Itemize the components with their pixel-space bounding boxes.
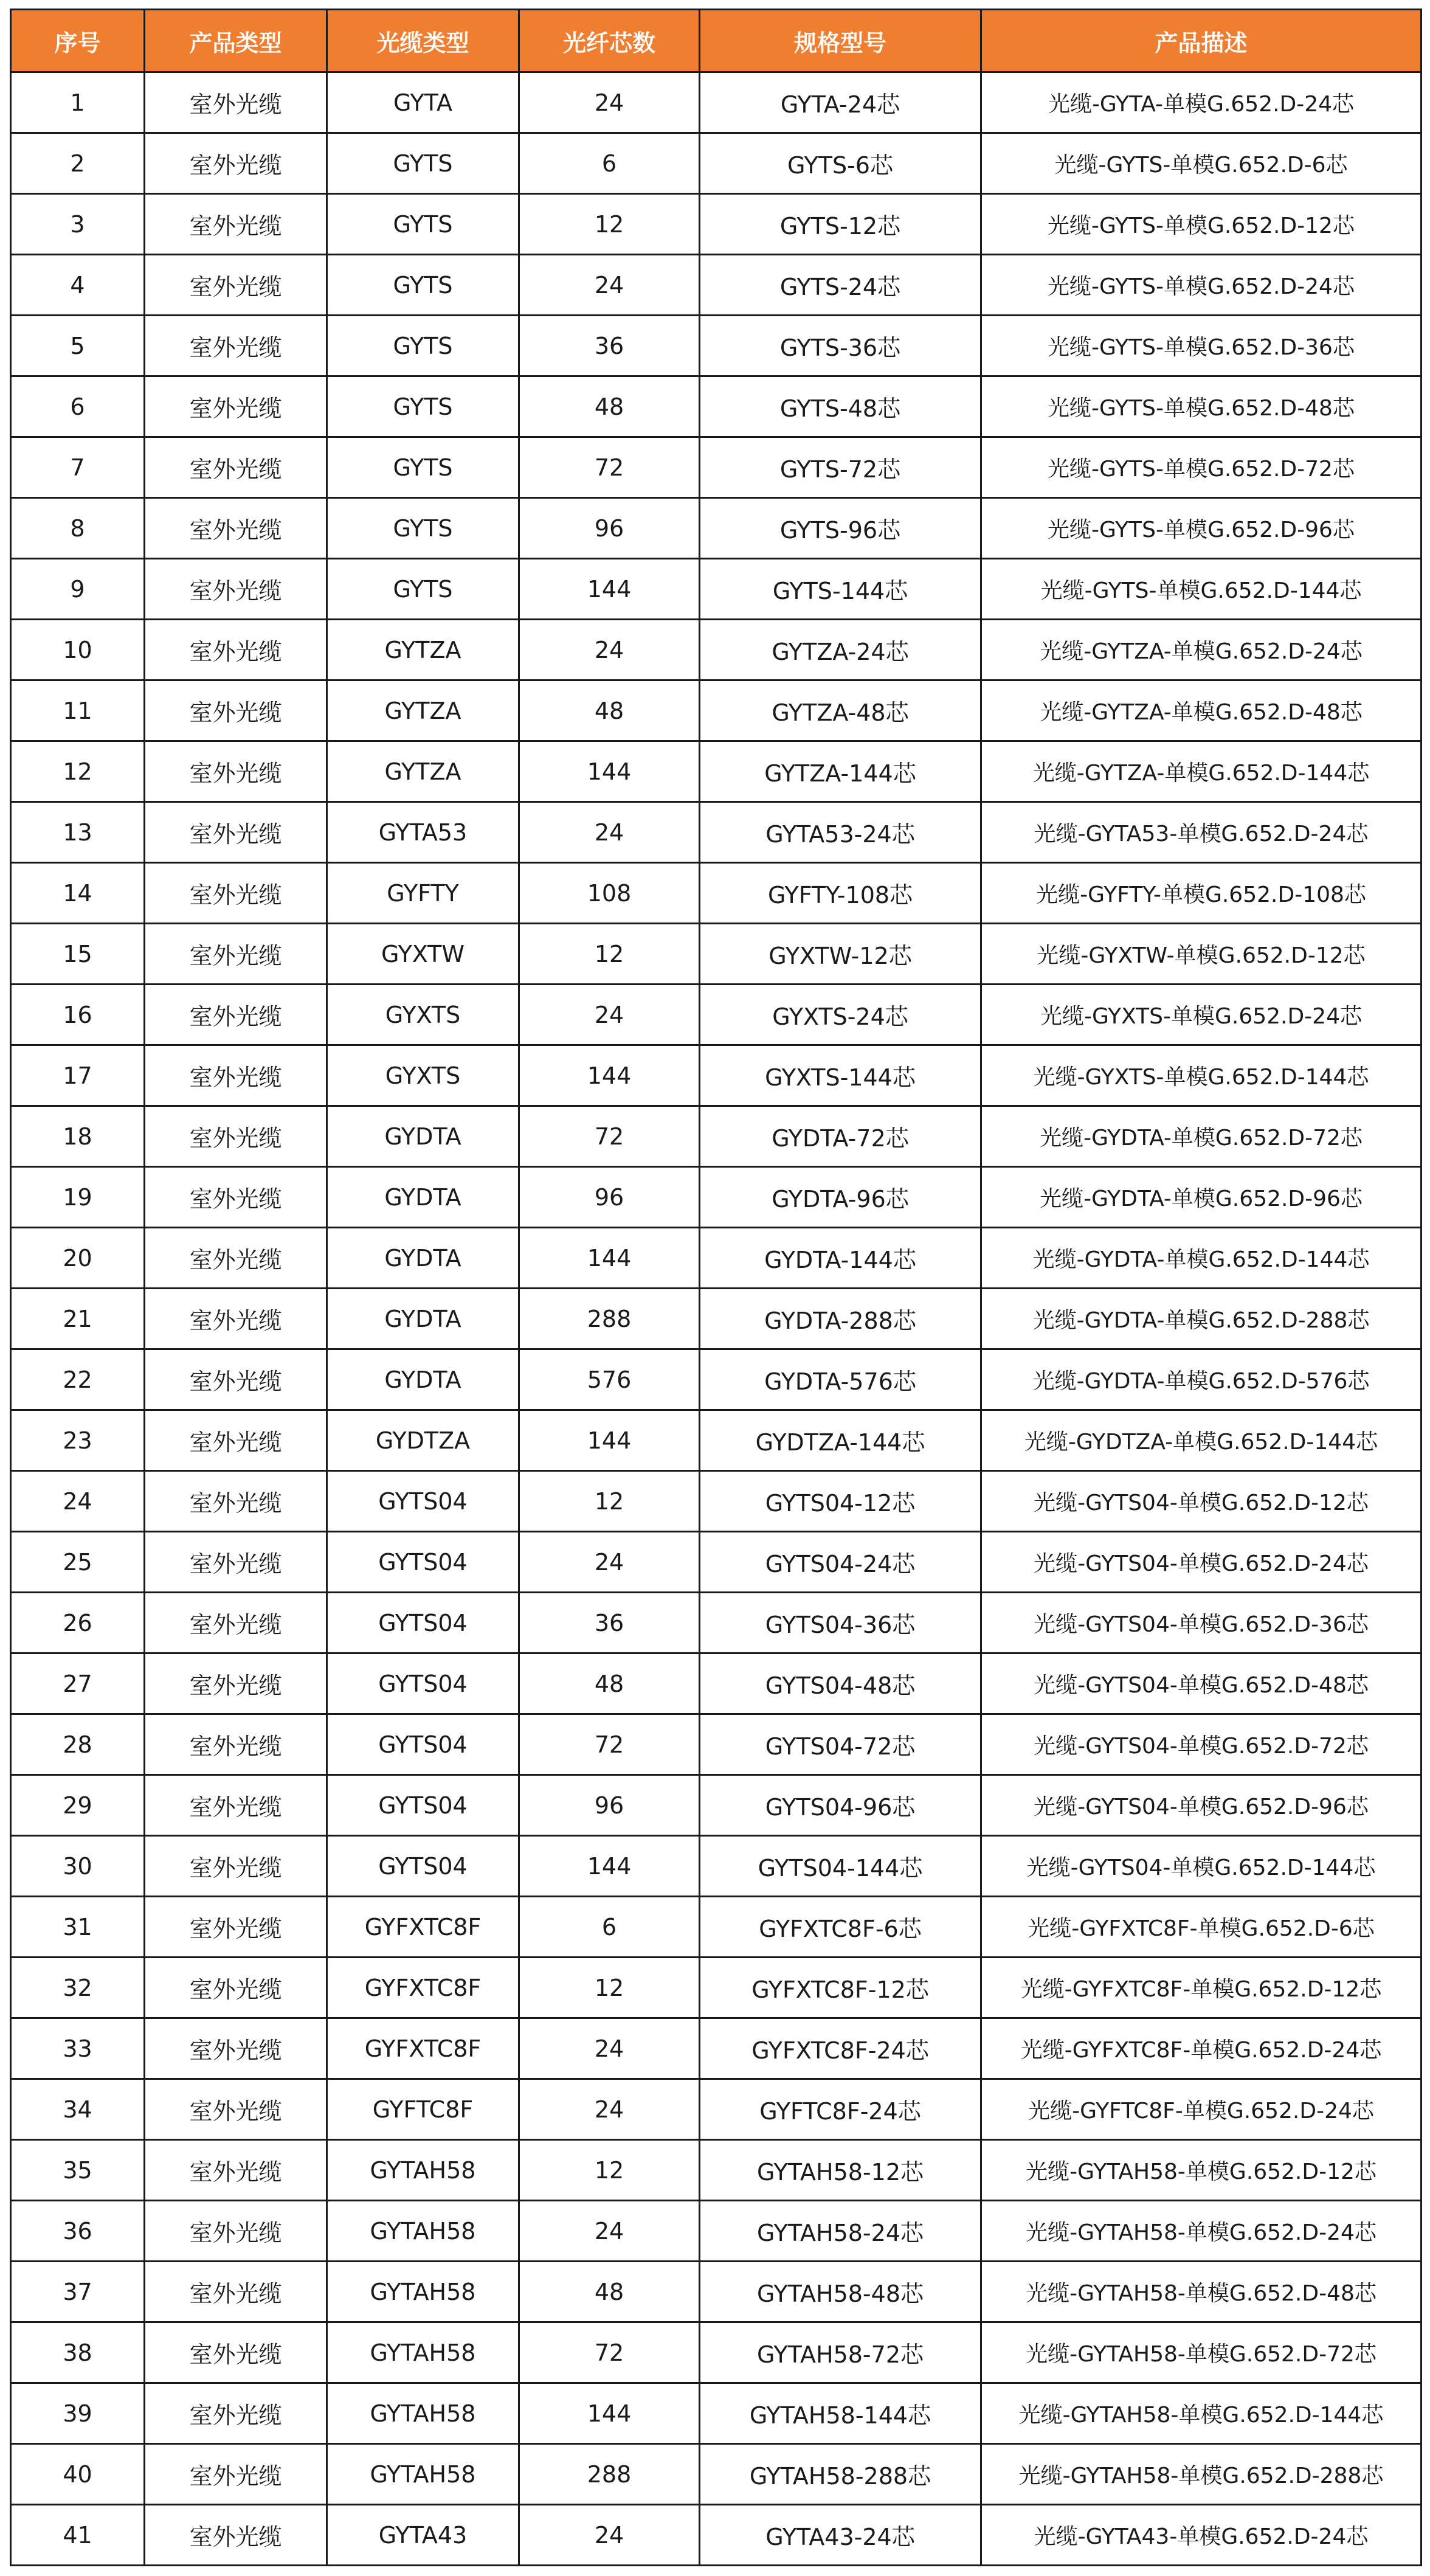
cell-model: GYXTS-24芯 [700,985,981,1045]
cell-cable-type: GYTS [327,316,519,376]
cell-fiber-count: 12 [519,194,700,255]
cell-description: 光缆-GYTA-单模G.652.D-24芯 [981,72,1421,133]
cell-cable-type: GYTAH58 [327,2383,519,2444]
cell-model: GYFTC8F-24芯 [700,2079,981,2140]
cell-product-type: 室外光缆 [145,376,327,437]
cell-model: GYTA53-24芯 [700,802,981,863]
cell-cable-type: GYDTA [327,1228,519,1289]
cell-description: 光缆-GYTAH58-单模G.652.D-288芯 [981,2444,1421,2505]
cell-serial: 39 [11,2383,145,2444]
cell-fiber-count: 144 [519,1045,700,1106]
cell-model: GYDTA-288芯 [700,1289,981,1349]
cell-product-type: 室外光缆 [145,924,327,985]
cell-cable-type: GYDTZA [327,1410,519,1471]
cell-description: 光缆-GYTAH58-单模G.652.D-48芯 [981,2262,1421,2322]
cell-fiber-count: 144 [519,559,700,620]
cell-product-type: 室外光缆 [145,133,327,194]
table-header [11,10,1421,72]
cell-serial: 11 [11,680,145,741]
cell-cable-type: GYTS04 [327,1653,519,1714]
cell-model: GYTAH58-288芯 [700,2444,981,2505]
cell-model: GYTA-24芯 [700,72,981,133]
cell-cable-type: GYDTA [327,1167,519,1228]
cell-serial: 30 [11,1836,145,1897]
cell-model: GYTA43-24芯 [700,2505,981,2566]
table-row [11,1532,1421,1593]
table-row [11,1045,1421,1106]
table-row [11,2140,1421,2201]
cell-model: GYFXTC8F-24芯 [700,2018,981,2079]
cell-model: GYTS-12芯 [700,194,981,255]
cell-cable-type: GYTS [327,376,519,437]
cell-fiber-count: 24 [519,2505,700,2566]
cell-product-type: 室外光缆 [145,1897,327,1958]
cell-fiber-count: 48 [519,1653,700,1714]
cell-product-type: 室外光缆 [145,741,327,802]
cell-serial: 14 [11,863,145,924]
cell-fiber-count: 48 [519,2262,700,2322]
cell-serial: 10 [11,620,145,680]
table-row [11,1410,1421,1471]
cell-serial: 38 [11,2322,145,2383]
cell-cable-type: GYTAH58 [327,2140,519,2201]
cell-fiber-count: 6 [519,133,700,194]
cell-cable-type: GYDTA [327,1289,519,1349]
cell-model: GYDTA-96芯 [700,1167,981,1228]
cell-product-type: 室外光缆 [145,1836,327,1897]
cell-fiber-count: 12 [519,1471,700,1532]
cell-description: 光缆-GYTS-单模G.652.D-6芯 [981,133,1421,194]
cell-cable-type: GYTZA [327,620,519,680]
cell-cable-type: GYFXTC8F [327,1897,519,1958]
cell-serial: 7 [11,437,145,498]
cell-fiber-count: 12 [519,2140,700,2201]
cell-serial: 1 [11,72,145,133]
table-row [11,133,1421,194]
cell-model: GYDTZA-144芯 [700,1410,981,1471]
cell-description: 光缆-GYTS04-单模G.652.D-48芯 [981,1653,1421,1714]
cell-fiber-count: 96 [519,1775,700,1836]
cell-product-type: 室外光缆 [145,559,327,620]
cell-product-type: 室外光缆 [145,1106,327,1167]
cell-fiber-count: 24 [519,620,700,680]
cell-serial: 37 [11,2262,145,2322]
table-row [11,985,1421,1045]
cell-serial: 25 [11,1532,145,1593]
cell-product-type: 室外光缆 [145,255,327,316]
header-description: 产品描述 [981,10,1421,72]
cell-description: 光缆-GYTS-单模G.652.D-144芯 [981,559,1421,620]
cell-cable-type: GYFTY [327,863,519,924]
cell-model: GYTZA-24芯 [700,620,981,680]
cell-serial: 15 [11,924,145,985]
cell-serial: 2 [11,133,145,194]
cell-cable-type: GYTS04 [327,1532,519,1593]
cell-description: 光缆-GYTS04-单模G.652.D-24芯 [981,1532,1421,1593]
cell-fiber-count: 24 [519,1532,700,1593]
cell-serial: 24 [11,1471,145,1532]
cell-serial: 19 [11,1167,145,1228]
table-row [11,2505,1421,2566]
cell-model: GYTZA-48芯 [700,680,981,741]
cell-serial: 5 [11,316,145,376]
cell-cable-type: GYFXTC8F [327,1958,519,2018]
product-table [10,9,1422,2566]
cell-serial: 3 [11,194,145,255]
cell-fiber-count: 144 [519,1836,700,1897]
table-row [11,498,1421,559]
cell-serial: 29 [11,1775,145,1836]
cell-description: 光缆-GYTS04-单模G.652.D-144芯 [981,1836,1421,1897]
cell-fiber-count: 144 [519,741,700,802]
cell-product-type: 室外光缆 [145,2079,327,2140]
cell-product-type: 室外光缆 [145,1653,327,1714]
cell-cable-type: GYTS [327,559,519,620]
cell-description: 光缆-GYTZA-单模G.652.D-144芯 [981,741,1421,802]
cell-serial: 40 [11,2444,145,2505]
cell-model: GYTS-24芯 [700,255,981,316]
cell-cable-type: GYTS [327,133,519,194]
cell-model: GYTS-48芯 [700,376,981,437]
cell-product-type: 室外光缆 [145,437,327,498]
cell-fiber-count: 72 [519,437,700,498]
cell-product-type: 室外光缆 [145,1775,327,1836]
cell-description: 光缆-GYTS04-单模G.652.D-36芯 [981,1593,1421,1653]
cell-product-type: 室外光缆 [145,680,327,741]
cell-model: GYTZA-144芯 [700,741,981,802]
cell-cable-type: GYTA43 [327,2505,519,2566]
table-row [11,2079,1421,2140]
cell-model: GYTS04-96芯 [700,1775,981,1836]
cell-fiber-count: 576 [519,1349,700,1410]
table-row [11,1167,1421,1228]
cell-serial: 21 [11,1289,145,1349]
cell-cable-type: GYTS [327,255,519,316]
cell-serial: 28 [11,1714,145,1775]
cell-product-type: 室外光缆 [145,2444,327,2505]
table-row [11,2444,1421,2505]
cell-fiber-count: 6 [519,1897,700,1958]
cell-fiber-count: 288 [519,1289,700,1349]
cell-product-type: 室外光缆 [145,1045,327,1106]
cell-description: 光缆-GYTZA-单模G.652.D-48芯 [981,680,1421,741]
table-row [11,1471,1421,1532]
table-row [11,316,1421,376]
cell-model: GYTS-72芯 [700,437,981,498]
cell-description: 光缆-GYXTW-单模G.652.D-12芯 [981,924,1421,985]
cell-serial: 4 [11,255,145,316]
cell-fiber-count: 36 [519,1593,700,1653]
cell-product-type: 室外光缆 [145,2262,327,2322]
cell-description: 光缆-GYTS04-单模G.652.D-12芯 [981,1471,1421,1532]
cell-model: GYTS-36芯 [700,316,981,376]
cell-fiber-count: 144 [519,1410,700,1471]
table-row [11,863,1421,924]
cell-description: 光缆-GYTAH58-单模G.652.D-144芯 [981,2383,1421,2444]
table-row [11,2322,1421,2383]
cell-fiber-count: 96 [519,498,700,559]
cell-cable-type: GYXTS [327,985,519,1045]
cell-product-type: 室外光缆 [145,620,327,680]
cell-cable-type: GYTS04 [327,1471,519,1532]
cell-cable-type: GYTZA [327,680,519,741]
cell-fiber-count: 24 [519,2201,700,2262]
cell-serial: 6 [11,376,145,437]
cell-serial: 8 [11,498,145,559]
cell-serial: 22 [11,1349,145,1410]
cell-description: 光缆-GYTS-单模G.652.D-72芯 [981,437,1421,498]
cell-model: GYDTA-144芯 [700,1228,981,1289]
cell-description: 光缆-GYFTY-单模G.652.D-108芯 [981,863,1421,924]
cell-description: 光缆-GYFXTC8F-单模G.652.D-12芯 [981,1958,1421,2018]
cell-description: 光缆-GYTS-单模G.652.D-12芯 [981,194,1421,255]
cell-cable-type: GYTAH58 [327,2322,519,2383]
cell-fiber-count: 288 [519,2444,700,2505]
header-product-type: 产品类型 [145,10,327,72]
cell-product-type: 室外光缆 [145,1410,327,1471]
cell-product-type: 室外光缆 [145,1228,327,1289]
cell-model: GYTAH58-24芯 [700,2201,981,2262]
cell-fiber-count: 24 [519,255,700,316]
cell-model: GYTS-144芯 [700,559,981,620]
cell-description: 光缆-GYDTA-单模G.652.D-96芯 [981,1167,1421,1228]
cell-serial: 34 [11,2079,145,2140]
cell-cable-type: GYTS04 [327,1714,519,1775]
cell-model: GYXTS-144芯 [700,1045,981,1106]
cell-cable-type: GYFXTC8F [327,2018,519,2079]
cell-fiber-count: 12 [519,1958,700,2018]
table-row [11,1228,1421,1289]
cell-description: 光缆-GYFTC8F-单模G.652.D-24芯 [981,2079,1421,2140]
table-row [11,1958,1421,2018]
table-row [11,1775,1421,1836]
table-row [11,741,1421,802]
cell-description: 光缆-GYTS-单模G.652.D-48芯 [981,376,1421,437]
cell-description: 光缆-GYTAH58-单模G.652.D-12芯 [981,2140,1421,2201]
cell-description: 光缆-GYDTA-单模G.652.D-72芯 [981,1106,1421,1167]
cell-product-type: 室外光缆 [145,1349,327,1410]
cell-model: GYXTW-12芯 [700,924,981,985]
table-row [11,1897,1421,1958]
cell-model: GYTS04-72芯 [700,1714,981,1775]
table-row [11,437,1421,498]
cell-description: 光缆-GYTS-单模G.652.D-24芯 [981,255,1421,316]
cell-serial: 41 [11,2505,145,2566]
cell-cable-type: GYFTC8F [327,2079,519,2140]
table-row [11,255,1421,316]
cell-cable-type: GYTS [327,437,519,498]
cell-serial: 16 [11,985,145,1045]
cell-model: GYTAH58-48芯 [700,2262,981,2322]
cell-product-type: 室外光缆 [145,1289,327,1349]
cell-fiber-count: 108 [519,863,700,924]
cell-fiber-count: 96 [519,1167,700,1228]
cell-fiber-count: 48 [519,376,700,437]
cell-serial: 20 [11,1228,145,1289]
cell-fiber-count: 36 [519,316,700,376]
cell-model: GYTAH58-12芯 [700,2140,981,2201]
cell-product-type: 室外光缆 [145,1714,327,1775]
cell-cable-type: GYTA [327,72,519,133]
cell-product-type: 室外光缆 [145,985,327,1045]
cell-description: 光缆-GYFXTC8F-单模G.652.D-6芯 [981,1897,1421,1958]
cell-cable-type: GYTS04 [327,1836,519,1897]
cell-model: GYTS-6芯 [700,133,981,194]
cell-product-type: 室外光缆 [145,194,327,255]
cell-cable-type: GYTA53 [327,802,519,863]
cell-model: GYFXTC8F-6芯 [700,1897,981,1958]
table-body [11,72,1421,2566]
table-row [11,1653,1421,1714]
cell-product-type: 室外光缆 [145,2140,327,2201]
table-row [11,2383,1421,2444]
cell-serial: 17 [11,1045,145,1106]
cell-product-type: 室外光缆 [145,1958,327,2018]
cell-cable-type: GYDTA [327,1349,519,1410]
cell-serial: 27 [11,1653,145,1714]
cell-model: GYFTY-108芯 [700,863,981,924]
cell-model: GYTS-96芯 [700,498,981,559]
cell-product-type: 室外光缆 [145,2505,327,2566]
cell-model: GYFXTC8F-12芯 [700,1958,981,2018]
cell-serial: 36 [11,2201,145,2262]
table-row [11,802,1421,863]
cell-description: 光缆-GYTA53-单模G.652.D-24芯 [981,802,1421,863]
cell-serial: 32 [11,1958,145,2018]
cell-fiber-count: 12 [519,924,700,985]
cell-model: GYTS04-36芯 [700,1593,981,1653]
header-model: 规格型号 [700,10,981,72]
cell-product-type: 室外光缆 [145,2018,327,2079]
table-row [11,1349,1421,1410]
cell-description: 光缆-GYDTZA-单模G.652.D-144芯 [981,1410,1421,1471]
cell-cable-type: GYTAH58 [327,2262,519,2322]
table-row [11,924,1421,985]
table-row [11,72,1421,133]
cell-fiber-count: 24 [519,802,700,863]
cell-product-type: 室外光缆 [145,72,327,133]
header-serial: 序号 [11,10,145,72]
table-row [11,194,1421,255]
cell-description: 光缆-GYFXTC8F-单模G.652.D-24芯 [981,2018,1421,2079]
cell-serial: 31 [11,1897,145,1958]
table-row [11,1106,1421,1167]
cell-description: 光缆-GYTS04-单模G.652.D-72芯 [981,1714,1421,1775]
cell-cable-type: GYTS [327,498,519,559]
cell-serial: 13 [11,802,145,863]
cell-product-type: 室外光缆 [145,2201,327,2262]
table-row [11,1289,1421,1349]
cell-fiber-count: 48 [519,680,700,741]
cell-fiber-count: 144 [519,2383,700,2444]
table-row [11,2201,1421,2262]
cell-description: 光缆-GYTZA-单模G.652.D-24芯 [981,620,1421,680]
cell-cable-type: GYTAH58 [327,2444,519,2505]
header-fiber-count: 光纤芯数 [519,10,700,72]
cell-description: 光缆-GYXTS-单模G.652.D-24芯 [981,985,1421,1045]
cell-serial: 26 [11,1593,145,1653]
cell-model: GYTS04-48芯 [700,1653,981,1714]
table-row [11,680,1421,741]
cell-cable-type: GYTS [327,194,519,255]
cell-model: GYTAH58-144芯 [700,2383,981,2444]
cell-product-type: 室外光缆 [145,1167,327,1228]
cell-fiber-count: 72 [519,1106,700,1167]
cell-product-type: 室外光缆 [145,316,327,376]
cell-description: 光缆-GYDTA-单模G.652.D-144芯 [981,1228,1421,1289]
cell-serial: 33 [11,2018,145,2079]
table-row [11,376,1421,437]
table-row [11,1714,1421,1775]
cell-fiber-count: 24 [519,72,700,133]
cell-serial: 12 [11,741,145,802]
cell-fiber-count: 24 [519,985,700,1045]
cell-model: GYDTA-576芯 [700,1349,981,1410]
table-row [11,2018,1421,2079]
cell-product-type: 室外光缆 [145,2383,327,2444]
cell-cable-type: GYXTS [327,1045,519,1106]
cell-product-type: 室外光缆 [145,802,327,863]
header-cable-type: 光缆类型 [327,10,519,72]
table-row [11,2262,1421,2322]
cell-fiber-count: 24 [519,2018,700,2079]
cell-product-type: 室外光缆 [145,1593,327,1653]
cell-serial: 23 [11,1410,145,1471]
cell-product-type: 室外光缆 [145,1532,327,1593]
cell-model: GYTS04-144芯 [700,1836,981,1897]
header-row [11,10,1421,72]
cell-product-type: 室外光缆 [145,863,327,924]
cell-model: GYTAH58-72芯 [700,2322,981,2383]
cell-fiber-count: 72 [519,2322,700,2383]
cell-description: 光缆-GYTS-单模G.652.D-36芯 [981,316,1421,376]
cell-cable-type: GYXTW [327,924,519,985]
cell-serial: 18 [11,1106,145,1167]
table-row [11,559,1421,620]
cell-description: 光缆-GYTAH58-单模G.652.D-72芯 [981,2322,1421,2383]
cell-cable-type: GYTS04 [327,1775,519,1836]
cell-description: 光缆-GYTAH58-单模G.652.D-24芯 [981,2201,1421,2262]
cell-product-type: 室外光缆 [145,498,327,559]
cell-model: GYTS04-12芯 [700,1471,981,1532]
cell-serial: 9 [11,559,145,620]
table-row [11,620,1421,680]
cell-cable-type: GYTS04 [327,1593,519,1653]
cell-cable-type: GYTAH58 [327,2201,519,2262]
cell-description: 光缆-GYXTS-单模G.652.D-144芯 [981,1045,1421,1106]
cell-product-type: 室外光缆 [145,1471,327,1532]
cell-product-type: 室外光缆 [145,2322,327,2383]
cell-description: 光缆-GYDTA-单模G.652.D-576芯 [981,1349,1421,1410]
cell-description: 光缆-GYTA43-单模G.652.D-24芯 [981,2505,1421,2566]
cell-description: 光缆-GYTS-单模G.652.D-96芯 [981,498,1421,559]
cell-description: 光缆-GYTS04-单模G.652.D-96芯 [981,1775,1421,1836]
cell-cable-type: GYTZA [327,741,519,802]
cell-model: GYDTA-72芯 [700,1106,981,1167]
cell-fiber-count: 24 [519,2079,700,2140]
cell-description: 光缆-GYDTA-单模G.652.D-288芯 [981,1289,1421,1349]
cell-fiber-count: 72 [519,1714,700,1775]
cell-model: GYTS04-24芯 [700,1532,981,1593]
cell-cable-type: GYDTA [327,1106,519,1167]
table-row [11,1593,1421,1653]
cell-fiber-count: 144 [519,1228,700,1289]
cell-serial: 35 [11,2140,145,2201]
table-row [11,1836,1421,1897]
